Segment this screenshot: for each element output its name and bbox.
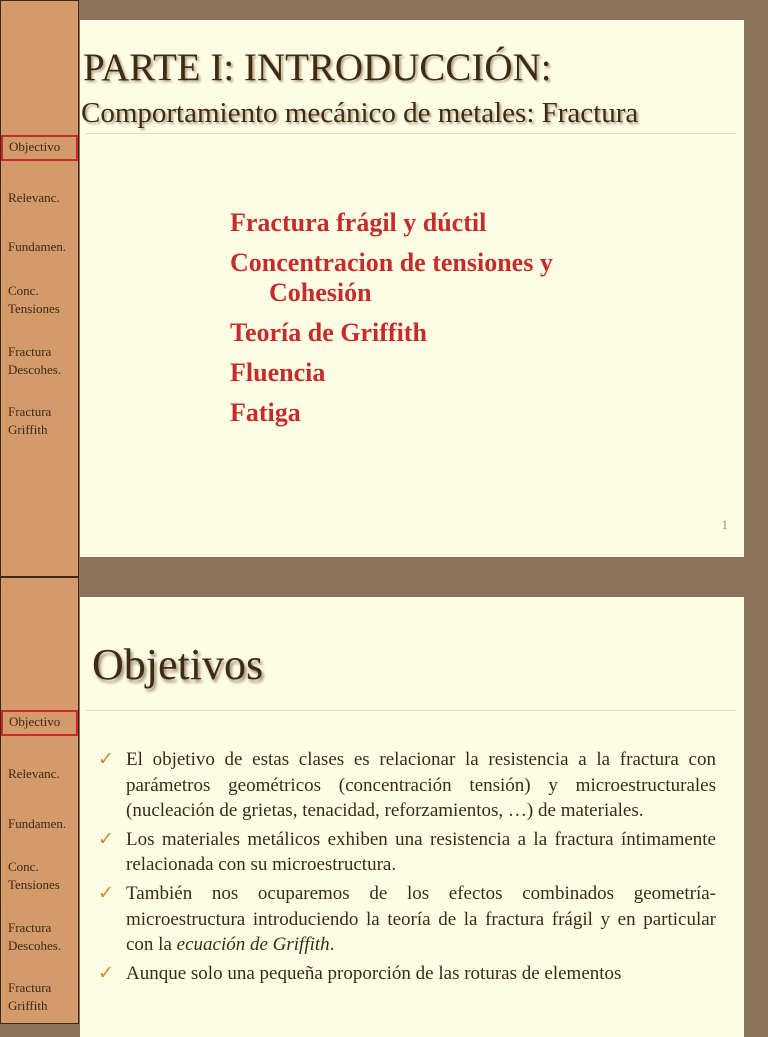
nav-item-relevanc[interactable]: Relevanc. [8,190,60,205]
nav-item-fractura-griffith[interactable]: Fractura Griffith [8,404,52,437]
bullet-text: Los materiales metálicos exhiben una resistencia a la fractura íntimamente relacionada con su microestructura. [126,828,716,876]
topic-item: Fluencia [230,358,326,387]
topic-item: Teoría de Griffith [230,318,427,347]
title-divider [86,710,736,711]
page-number: 1 [721,517,728,532]
check-icon: ✓ [98,881,114,904]
bullet-item [98,747,716,824]
slide-title: PARTE I: INTRODUCCIÓN: [83,46,552,89]
slide-2 [80,597,744,1037]
slide-title: Objetivos [92,640,264,689]
bullet-item [98,827,716,878]
nav-item-fractura-descohes[interactable]: Fractura Descohes. [8,920,62,953]
check-icon: ✓ [98,961,114,984]
topic-item: Concentracion de tensiones y Cohesión [230,248,553,307]
nav-item-conc-tensiones[interactable]: Conc. Tensiones [8,283,60,316]
nav-item-fundamen[interactable]: Fundamen. [8,816,67,831]
nav-item-fractura-griffith[interactable]: Fractura Griffith [8,980,52,1013]
bullet-list [98,747,716,989]
topic-item: Fractura frágil y dúctil [230,208,487,237]
nav-item-objectivo[interactable]: Objectivo [1,710,78,736]
bullet-text: Aunque solo una pequeña proporción de las roturas de elementos [126,962,622,984]
slide-subtitle: Comportamiento mecánico de metales: Fractura [81,97,639,129]
bullet-item [98,881,716,958]
nav-item-fractura-descohes[interactable]: Fractura Descohes. [8,344,62,377]
sidebar-slide-2 [0,577,79,1024]
nav-item-objectivo[interactable]: Objectivo [1,135,78,161]
nav-item-fundamen[interactable]: Fundamen. [8,239,67,254]
check-icon: ✓ [98,748,114,770]
sidebar-slide-1 [0,0,79,577]
bullet-text: El objetivo de estas clases es relacionar la resistencia a la fractura con parámetros geométricos (concentración tensión) y microestructurales (nucleación de grietas, tenacidad, reforzamientos, …) de materiales. [126,749,716,822]
check-icon: ✓ [98,827,114,850]
nav-item-relevanc[interactable]: Relevanc. [8,766,60,781]
nav-item-conc-tensiones[interactable]: Conc. Tensiones [8,859,60,892]
griffith-equation-emphasis: ecuación de Griffith [176,934,330,956]
bullet-item [98,961,716,987]
topic-list [230,208,553,438]
slide-1 [80,20,744,557]
topic-item: Fatiga [230,398,301,427]
title-divider [86,133,736,134]
bullet-text-end: . [329,934,335,956]
bullet-text: También nos ocuparemos de los efectos combinados geometría-microestructura introduciendo la teoría de la fractura frágil y en particular con la [126,882,716,956]
